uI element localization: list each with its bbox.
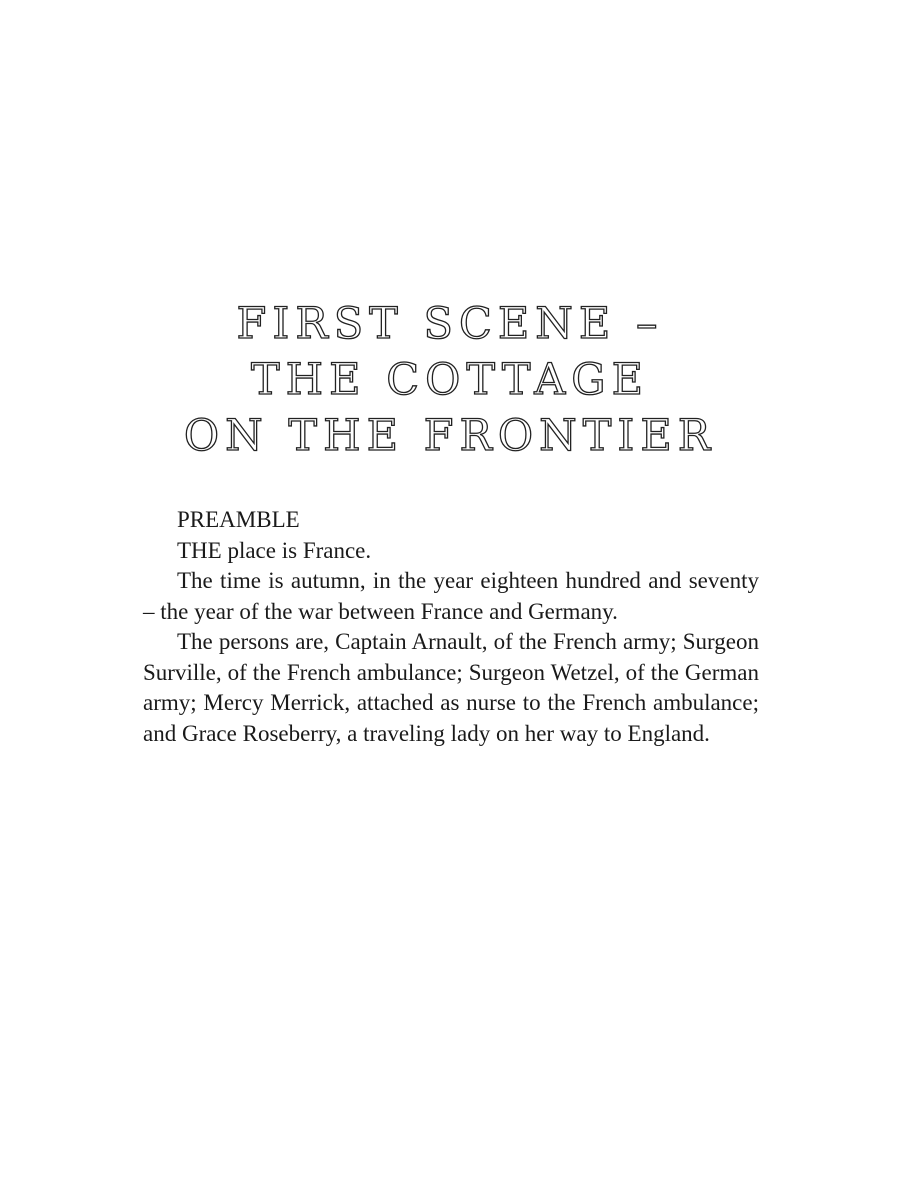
paragraph: The persons are, Captain Arnault, of the French army; Surgeon Surville, of the French ambulance; Surgeon Wetzel, of the German army; Mercy Merrick, attached as nurse to the French ambulance; and Grace Roseberry, a traveling lady on her way to England. <box>143 629 759 746</box>
chapter-title-line: ON THE FRONTIER <box>183 411 717 461</box>
chapter-title <box>0 296 900 464</box>
paragraph: The time is autumn, in the year eighteen hundred and seventy – the year of the war between France and Germany. <box>143 568 759 624</box>
chapter-title-line: THE COTTAGE <box>251 355 649 405</box>
paragraph: THE place is France. <box>177 537 372 563</box>
section-heading: PREAMBLE <box>177 507 300 532</box>
chapter-title-line: FIRST SCENE – <box>236 299 664 349</box>
body-text <box>143 505 759 749</box>
